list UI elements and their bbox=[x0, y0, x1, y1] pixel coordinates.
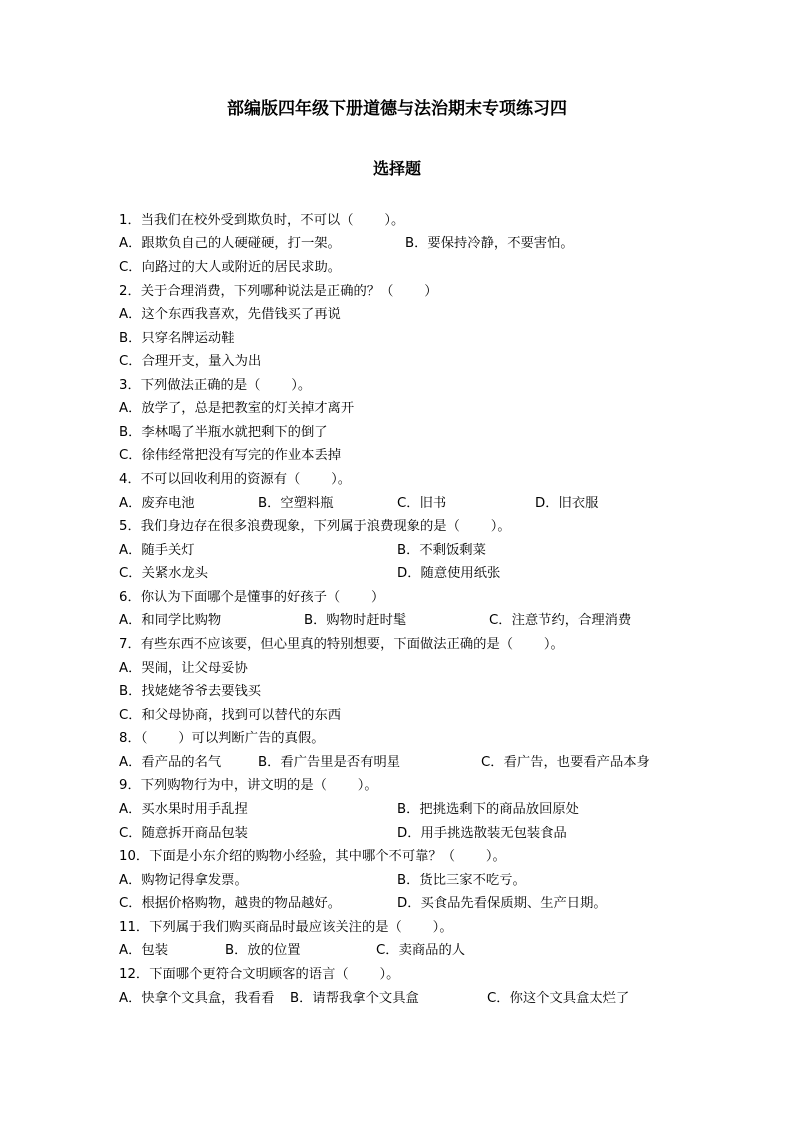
option: C．合理开支，量入为出 bbox=[119, 354, 262, 369]
option: A．这个东西我喜欢，先借钱买了再说 bbox=[119, 307, 341, 322]
option: C．根据价格购物，越贵的物品越好。 bbox=[119, 896, 342, 911]
option: D．用手挑选散装无包装食品 bbox=[397, 826, 567, 841]
option: C．你这个文具盒太烂了 bbox=[487, 991, 630, 1006]
question-stem: 4．不可以回收利用的资源有（ ）。 bbox=[119, 472, 352, 487]
option-row bbox=[119, 610, 719, 632]
option: A．快拿个文具盒，我看看 bbox=[119, 991, 275, 1006]
option: B．请帮我拿个文具盒 bbox=[290, 991, 419, 1006]
section-heading: 选择题 bbox=[372, 159, 421, 178]
option: C．卖商品的人 bbox=[376, 943, 466, 958]
option: D．旧衣服 bbox=[535, 496, 599, 511]
option: B．货比三家不吃亏。 bbox=[397, 873, 526, 888]
option: C．关紧水龙头 bbox=[119, 566, 209, 581]
option: B．购物时赶时髦 bbox=[304, 613, 407, 628]
option: A．随手关灯 bbox=[119, 543, 195, 558]
question-stem: 9．下列购物行为中，讲文明的是（ ）。 bbox=[119, 778, 378, 793]
option-row bbox=[119, 540, 719, 562]
option-row bbox=[119, 493, 719, 515]
option: C．和父母协商，找到可以替代的东西 bbox=[119, 708, 342, 723]
option: A．哭闹，让父母妥协 bbox=[119, 661, 248, 676]
question-stem: 5．我们身边存在很多浪费现象，下列属于浪费现象的是（ ）。 bbox=[119, 519, 511, 534]
option: B．找姥姥爷爷去要钱买 bbox=[119, 684, 262, 699]
option: A．和同学比购物 bbox=[119, 613, 222, 628]
option: A．放学了，总是把教室的灯关掉才离开 bbox=[119, 401, 355, 416]
option: C．看广告，也要看产品本身 bbox=[481, 755, 650, 770]
question-stem: 10．下面是小东介绍的购物小经验，其中哪个不可靠？（ ）。 bbox=[119, 849, 506, 864]
option: B．放的位置 bbox=[225, 943, 301, 958]
option-row bbox=[119, 752, 719, 774]
option-row bbox=[119, 940, 719, 962]
question-stem: 1．当我们在校外受到欺负时，不可以（ ）。 bbox=[119, 213, 405, 228]
option: B．不剩饭剩菜 bbox=[397, 543, 486, 558]
option-row bbox=[119, 563, 719, 585]
option: A．买水果时用手乱捏 bbox=[119, 802, 248, 817]
option: D．买食品先看保质期、生产日期。 bbox=[397, 896, 607, 911]
question-stem: 6．你认为下面哪个是懂事的好孩子（ ） bbox=[119, 590, 385, 605]
option: C．徐伟经常把没有写完的作业本丢掉 bbox=[119, 448, 342, 463]
option-row bbox=[119, 988, 719, 1010]
option-row bbox=[119, 870, 719, 892]
option: B．要保持冷静，不要害怕。 bbox=[405, 236, 574, 251]
option: B．只穿名牌运动鞋 bbox=[119, 331, 235, 346]
question-stem: 11．下列属于我们购买商品时最应该关注的是（ ）。 bbox=[119, 920, 453, 935]
option: C．注意节约，合理消费 bbox=[489, 613, 632, 628]
option: C．旧书 bbox=[397, 496, 447, 511]
option: A．跟欺负自己的人硬碰硬，打一架。 bbox=[119, 236, 341, 251]
question-stem: 3．下列做法正确的是（ ）。 bbox=[119, 378, 312, 393]
option-row bbox=[119, 823, 719, 845]
option: B．空塑料瓶 bbox=[258, 496, 334, 511]
option: B．李林喝了半瓶水就把剩下的倒了 bbox=[119, 425, 328, 440]
option-row bbox=[119, 893, 719, 915]
question-stem: 7．有些东西不应该要，但心里真的特别想要，下面做法正确的是（ ）。 bbox=[119, 637, 564, 652]
option: A．废弃电池 bbox=[119, 496, 195, 511]
option: C．向路过的大人或附近的居民求助。 bbox=[119, 260, 342, 275]
question-stem: 8．（ ）可以判断广告的真假。 bbox=[119, 731, 325, 746]
option: C．随意拆开商品包装 bbox=[119, 826, 248, 841]
option: B．把挑选剩下的商品放回原处 bbox=[397, 802, 579, 817]
option-row bbox=[119, 233, 719, 255]
option: A．包装 bbox=[119, 943, 168, 958]
question-stem: 12．下面哪个更符合文明顾客的语言（ ）。 bbox=[119, 967, 400, 982]
question-stem: 2．关于合理消费，下列哪种说法是正确的？（ ） bbox=[119, 284, 438, 299]
option: B．看广告里是否有明星 bbox=[258, 755, 401, 770]
option: D．随意使用纸张 bbox=[397, 566, 501, 581]
option: A．购物记得拿发票。 bbox=[119, 873, 248, 888]
option: A．看产品的名气 bbox=[119, 755, 222, 770]
option-row bbox=[119, 799, 719, 821]
page-title: 部编版四年级下册道德与法治期末专项练习四 bbox=[227, 99, 567, 119]
